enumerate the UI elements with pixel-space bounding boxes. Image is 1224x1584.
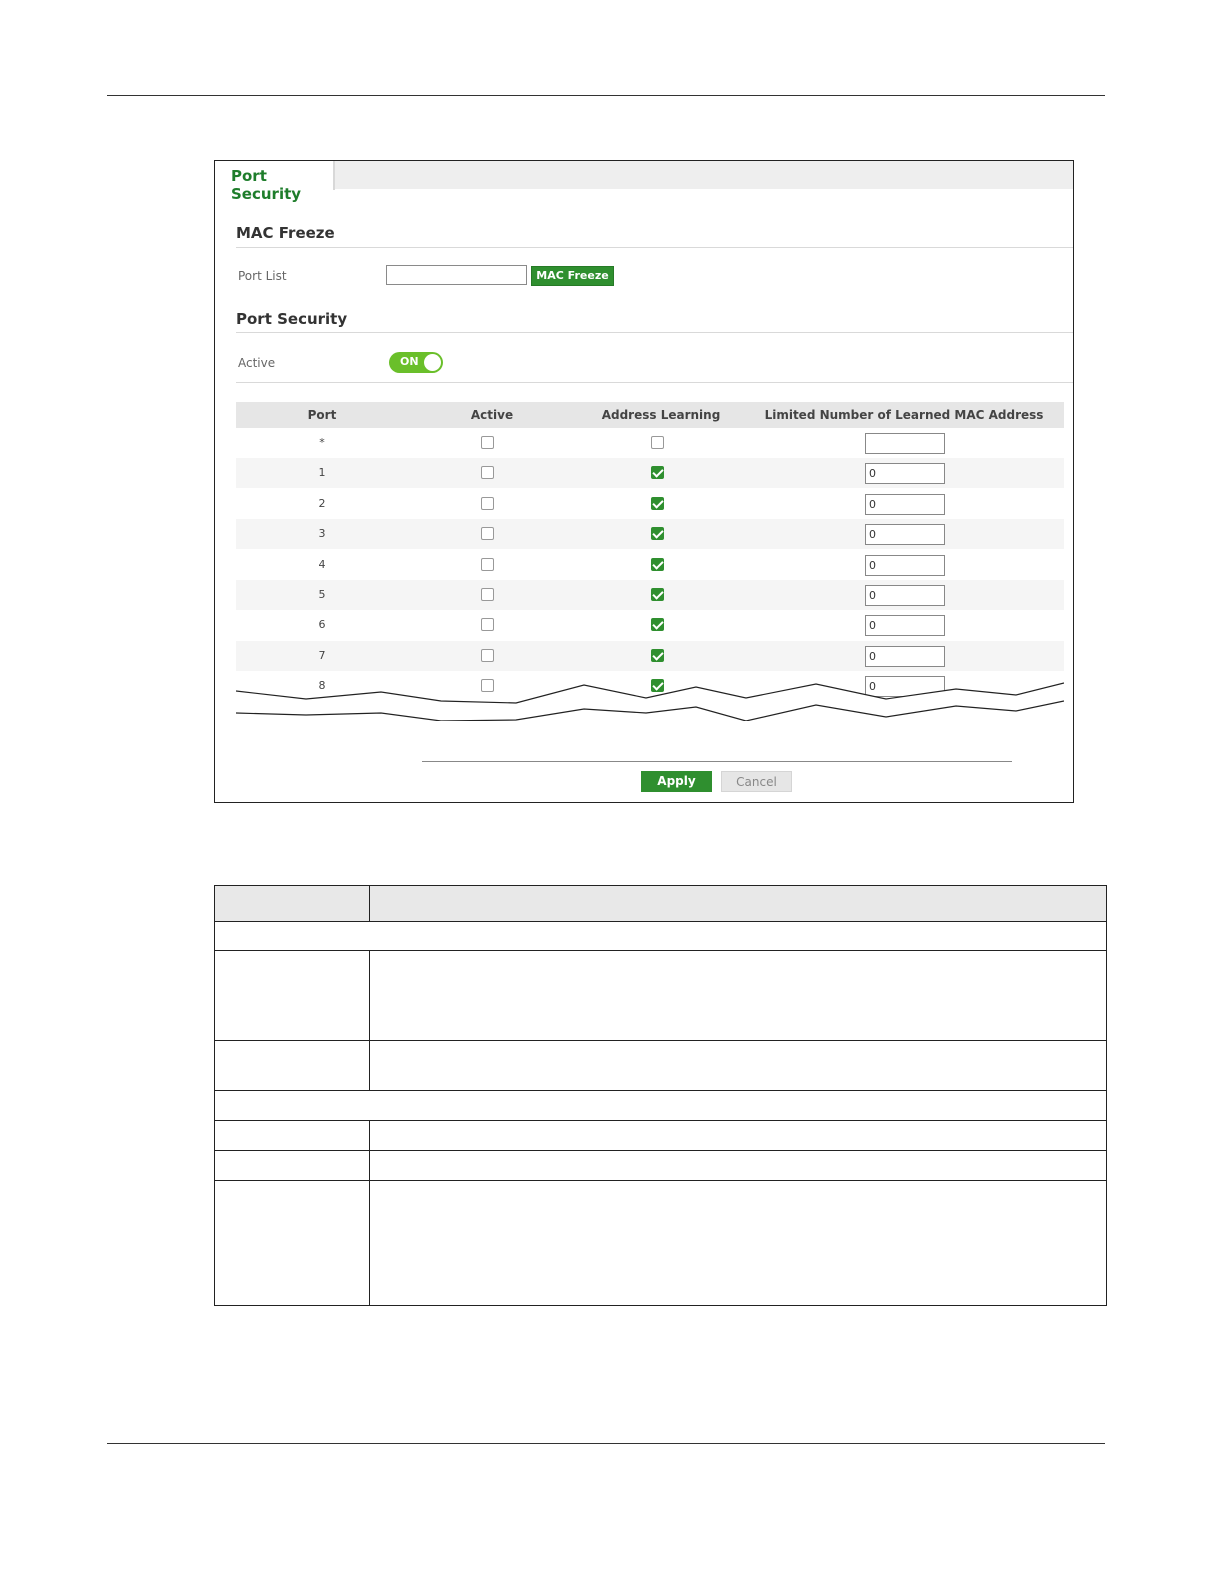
active-toggle[interactable] <box>389 352 443 373</box>
port-cell: 5 <box>318 588 326 601</box>
active-checkbox[interactable] <box>481 527 494 540</box>
port-security-screen <box>214 160 1074 803</box>
apply-button[interactable]: Apply <box>641 771 712 792</box>
divider <box>236 247 1073 248</box>
table-row <box>236 428 1064 458</box>
port-cell: 8 <box>318 679 326 693</box>
table-row <box>236 519 1064 549</box>
port-list-input[interactable] <box>386 265 527 285</box>
tab-bar <box>215 161 1073 189</box>
table-header <box>236 402 1064 428</box>
label-cell <box>215 1151 370 1181</box>
address-learning-checkbox[interactable] <box>651 618 664 631</box>
table-row <box>215 1181 1107 1306</box>
section-row <box>215 1091 1107 1121</box>
table-row <box>236 610 1064 640</box>
divider <box>236 332 1073 333</box>
address-learning-checkbox[interactable] <box>651 497 664 510</box>
col-active: Active <box>470 408 514 422</box>
mac-freeze-button[interactable]: MAC Freeze <box>531 266 614 286</box>
description-cell <box>370 951 1107 1041</box>
section-cell <box>215 922 1107 951</box>
table-break-mark <box>236 641 1064 721</box>
table-row <box>215 1121 1107 1151</box>
section-cell <box>215 1091 1107 1121</box>
address-learning-checkbox[interactable] <box>651 527 664 540</box>
footer-divider <box>422 761 1012 762</box>
header-cell-description <box>370 886 1107 922</box>
table-row <box>215 1151 1107 1181</box>
col-port: Port <box>307 408 337 422</box>
mac-limit-input[interactable]: 0 <box>865 463 945 484</box>
mac-limit-input[interactable] <box>865 433 945 454</box>
table-row <box>236 458 1064 488</box>
mac-limit-input[interactable]: 0 <box>865 524 945 545</box>
port-cell: 7 <box>318 648 326 662</box>
address-learning-checkbox[interactable] <box>651 466 664 479</box>
active-checkbox[interactable] <box>481 436 494 449</box>
description-cell <box>370 1041 1107 1091</box>
label-cell <box>215 1121 370 1151</box>
port-cell: 4 <box>318 557 326 571</box>
table-row <box>236 550 1064 580</box>
port-cell: 2 <box>318 496 326 510</box>
divider <box>236 382 1073 383</box>
col-limit: Limited Number of Learned MAC Address <box>764 408 1044 422</box>
mac-freeze-title: MAC Freeze <box>236 224 335 242</box>
label-cell <box>215 951 370 1041</box>
port-cell: 6 <box>318 618 326 632</box>
mac-limit-input[interactable]: 0 <box>865 676 945 697</box>
mac-limit-input[interactable]: 0 <box>865 494 945 515</box>
active-checkbox[interactable] <box>481 558 494 571</box>
break-mask <box>236 721 1064 733</box>
port-list-label: Port List <box>238 269 287 283</box>
port-cell: 1 <box>318 466 326 480</box>
table-row <box>236 489 1064 519</box>
address-learning-checkbox[interactable] <box>651 588 664 601</box>
port-cell: 3 <box>318 527 326 541</box>
table-row <box>236 580 1064 610</box>
description-table <box>214 885 1107 1306</box>
active-checkbox[interactable] <box>481 466 494 479</box>
port-cell: * <box>319 436 325 449</box>
cancel-button[interactable]: Cancel <box>721 771 792 792</box>
col-address-learning: Address Learning <box>601 408 721 422</box>
description-cell <box>370 1151 1107 1181</box>
address-learning-checkbox[interactable] <box>651 558 664 571</box>
description-cell <box>370 1121 1107 1151</box>
tab-port-security[interactable] <box>215 161 335 203</box>
mac-limit-input[interactable]: 0 <box>865 646 945 667</box>
toggle-label: ON <box>400 355 419 368</box>
active-checkbox[interactable] <box>481 618 494 631</box>
table-row <box>215 951 1107 1041</box>
mac-limit-input[interactable]: 0 <box>865 585 945 606</box>
label-cell <box>215 1041 370 1091</box>
active-label: Active <box>238 356 276 370</box>
page-header-rule <box>107 95 1105 96</box>
mac-limit-input[interactable]: 0 <box>865 615 945 636</box>
mac-limit-input[interactable]: 0 <box>865 555 945 576</box>
toggle-knob <box>424 354 441 371</box>
section-row <box>215 922 1107 951</box>
label-cell <box>215 1181 370 1306</box>
address-learning-checkbox[interactable] <box>651 436 664 449</box>
table-header-row <box>215 886 1107 922</box>
port-security-title: Port Security <box>236 310 348 328</box>
tab-label: Port Security <box>231 167 302 203</box>
table-row <box>215 1041 1107 1091</box>
active-checkbox[interactable] <box>481 497 494 510</box>
page-footer-rule <box>107 1443 1105 1444</box>
active-checkbox[interactable] <box>481 588 494 601</box>
description-cell <box>370 1181 1107 1306</box>
header-cell-label <box>215 886 370 922</box>
